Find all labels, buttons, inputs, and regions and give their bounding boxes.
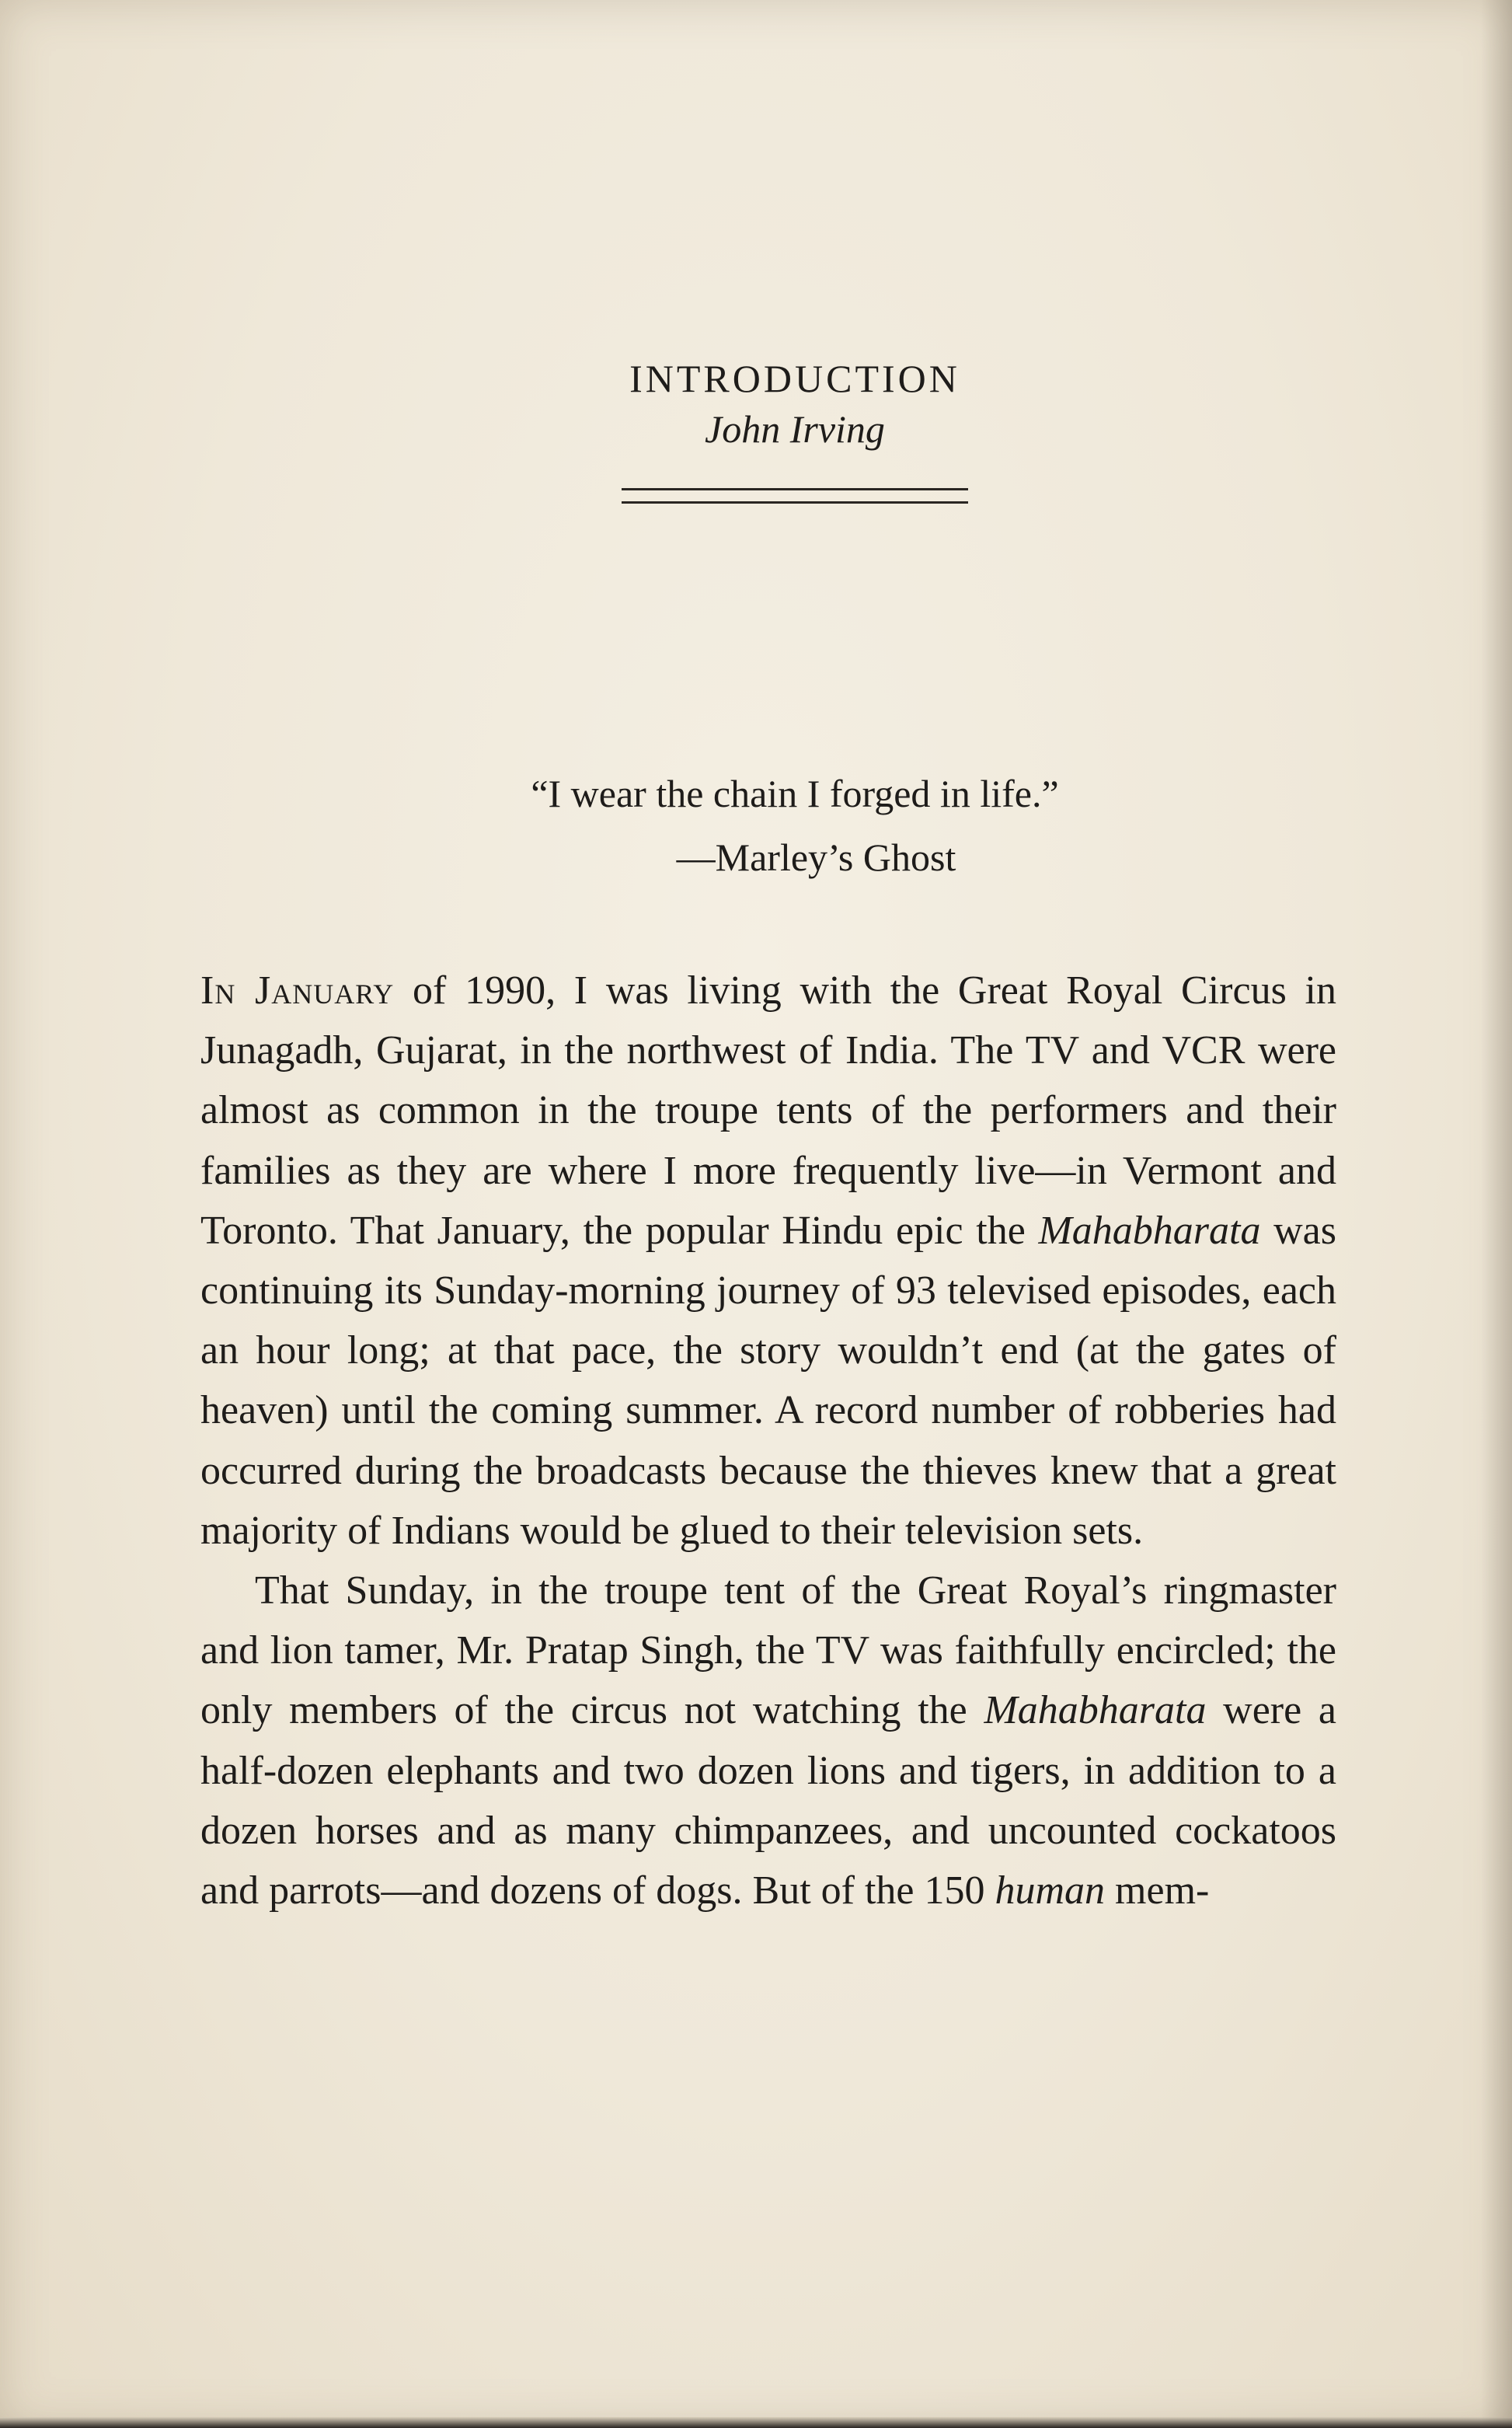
chapter-heading	[0, 351, 1512, 452]
paragraph-2-text-a: That Sunday, in the troupe tent of the Great Royal’s ringmaster and lion tamer, Mr. Pratap Singh, the TV was faithfully encircled; the only members of the circus not watching the	[200, 1568, 1336, 1733]
paragraph-2-text-b: were a half-dozen elephants and two dozen lions and tigers, in addition to a dozen horses and as many chimpanzees, and uncounted cockatoos and parrots—and dozens of dogs. But of the 150	[200, 1688, 1337, 1913]
paragraph-2-title-italic: Mahabharata	[984, 1688, 1207, 1733]
heading-rule-bottom	[622, 501, 968, 504]
epigraph	[0, 762, 1512, 889]
paragraph-2-emphasis: human	[995, 1868, 1106, 1913]
heading-rule-top	[622, 488, 968, 490]
chapter-author: John Irving	[705, 407, 885, 451]
paragraph-2	[200, 1561, 1336, 1920]
paragraph-1	[200, 961, 1336, 1561]
paragraph-1-title-italic: Mahabharata	[1038, 1208, 1261, 1253]
paragraph-1-text-b: was continuing its Sunday-morning journey of 93 televised episodes, each an hour long; at that pace, the story wouldn’t end (at the gates of heaven) until the coming summer. A record number of robberies had occurred during the broadcasts because the thieves knew that a great majority of Indians would be glued to their television sets.	[200, 1208, 1336, 1553]
epigraph-quote: “I wear the chain I forged in life.”	[531, 772, 1059, 815]
epigraph-attribution: —Marley’s Ghost	[676, 835, 956, 879]
page-bottom-edge	[0, 2417, 1512, 2428]
body-text	[200, 961, 1336, 1920]
paragraph-1-text-a: of 1990, I was living with the Great Royal Circus in Junagadh, Gujarat, in the northwest of India. The TV and VCR were almost as common in the troupe tents of the performers and their families as they are where I more frequently live—in Vermont and Toronto. That January, the popular Hindu epic the	[200, 968, 1336, 1253]
chapter-title: INTRODUCTION	[629, 357, 960, 400]
paragraph-lead-smallcaps: In January	[200, 968, 395, 1013]
paragraph-2-text-c: mem-	[1105, 1868, 1210, 1913]
